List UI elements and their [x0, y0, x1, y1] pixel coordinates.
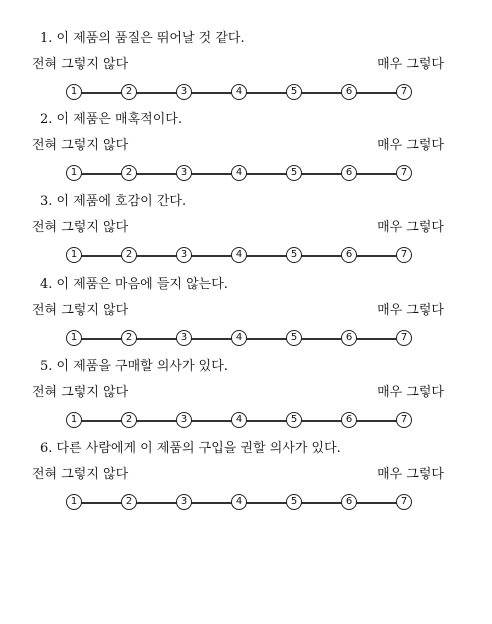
question-label: 이 제품은 매혹적이다.	[56, 112, 182, 127]
scale-option-4[interactable]: 4	[231, 330, 247, 346]
scale-option-1[interactable]: 1	[66, 412, 82, 428]
question-block-1	[0, 30, 492, 114]
likert-scale	[0, 328, 492, 350]
scale-option-5[interactable]: 5	[286, 494, 302, 510]
scale-option-4[interactable]: 4	[231, 494, 247, 510]
scale-option-1[interactable]: 1	[66, 247, 82, 263]
likert-scale	[0, 245, 492, 267]
question-text	[40, 193, 186, 211]
scale-option-2[interactable]: 2	[121, 412, 137, 428]
likert-scale	[0, 492, 492, 514]
scale-option-7[interactable]: 7	[396, 165, 412, 181]
scale-option-4[interactable]: 4	[231, 412, 247, 428]
scale-option-6[interactable]: 6	[341, 165, 357, 181]
scale-option-3[interactable]: 3	[176, 84, 192, 100]
question-text	[40, 358, 228, 376]
question-block-6	[0, 440, 492, 524]
question-text	[40, 30, 245, 48]
scale-option-1[interactable]: 1	[66, 494, 82, 510]
anchor-left-label: 전혀 그렇지 않다	[32, 385, 129, 400]
scale-option-3[interactable]: 3	[176, 494, 192, 510]
scale-option-4[interactable]: 4	[231, 247, 247, 263]
scale-option-6[interactable]: 6	[341, 412, 357, 428]
question-block-2	[0, 111, 492, 195]
question-label: 이 제품에 호감이 간다.	[56, 194, 187, 209]
scale-option-6[interactable]: 6	[341, 330, 357, 346]
question-block-4	[0, 276, 492, 360]
question-number: 3.	[40, 194, 53, 209]
question-label: 이 제품을 구매할 의사가 있다.	[56, 359, 228, 374]
question-text	[40, 276, 228, 294]
scale-option-2[interactable]: 2	[121, 494, 137, 510]
scale-option-1[interactable]: 1	[66, 330, 82, 346]
scale-option-3[interactable]: 3	[176, 412, 192, 428]
anchor-right-label: 매우 그렇다	[377, 220, 444, 235]
question-number: 4.	[40, 277, 53, 292]
scale-option-5[interactable]: 5	[286, 165, 302, 181]
anchor-left-label: 전혀 그렇지 않다	[32, 138, 129, 153]
scale-option-7[interactable]: 7	[396, 494, 412, 510]
question-number: 1.	[40, 31, 53, 46]
scale-option-7[interactable]: 7	[396, 330, 412, 346]
question-block-5	[0, 358, 492, 442]
scale-option-2[interactable]: 2	[121, 165, 137, 181]
question-block-3	[0, 193, 492, 277]
likert-scale	[0, 163, 492, 185]
scale-option-2[interactable]: 2	[121, 84, 137, 100]
scale-option-5[interactable]: 5	[286, 412, 302, 428]
scale-option-1[interactable]: 1	[66, 84, 82, 100]
scale-option-5[interactable]: 5	[286, 84, 302, 100]
question-number: 5.	[40, 359, 53, 374]
likert-scale	[0, 410, 492, 432]
anchor-right-label: 매우 그렇다	[377, 303, 444, 318]
scale-option-5[interactable]: 5	[286, 247, 302, 263]
anchor-right-label: 매우 그렇다	[377, 385, 444, 400]
anchor-left-label: 전혀 그렇지 않다	[32, 57, 129, 72]
anchor-right-label: 매우 그렇다	[377, 467, 444, 482]
scale-option-2[interactable]: 2	[121, 247, 137, 263]
scale-option-4[interactable]: 4	[231, 84, 247, 100]
anchor-left-label: 전혀 그렇지 않다	[32, 220, 129, 235]
scale-option-3[interactable]: 3	[176, 247, 192, 263]
scale-option-6[interactable]: 6	[341, 494, 357, 510]
scale-option-3[interactable]: 3	[176, 165, 192, 181]
anchor-right-label: 매우 그렇다	[377, 138, 444, 153]
scale-option-4[interactable]: 4	[231, 165, 247, 181]
anchor-right-label: 매우 그렇다	[377, 57, 444, 72]
question-label: 다른 사람에게 이 제품의 구입을 권할 의사가 있다.	[56, 441, 341, 456]
scale-option-6[interactable]: 6	[341, 247, 357, 263]
question-number: 2.	[40, 112, 53, 127]
likert-scale	[0, 82, 492, 104]
question-label: 이 제품의 품질은 뛰어날 것 같다.	[56, 31, 245, 46]
scale-option-7[interactable]: 7	[396, 84, 412, 100]
scale-option-2[interactable]: 2	[121, 330, 137, 346]
anchor-left-label: 전혀 그렇지 않다	[32, 303, 129, 318]
anchor-left-label: 전혀 그렇지 않다	[32, 467, 129, 482]
question-number: 6.	[40, 441, 53, 456]
question-text	[40, 440, 341, 458]
scale-option-1[interactable]: 1	[66, 165, 82, 181]
scale-option-5[interactable]: 5	[286, 330, 302, 346]
scale-option-7[interactable]: 7	[396, 412, 412, 428]
scale-option-3[interactable]: 3	[176, 330, 192, 346]
scale-option-7[interactable]: 7	[396, 247, 412, 263]
question-text	[40, 111, 182, 129]
scale-option-6[interactable]: 6	[341, 84, 357, 100]
question-label: 이 제품은 마음에 들지 않는다.	[56, 277, 228, 292]
